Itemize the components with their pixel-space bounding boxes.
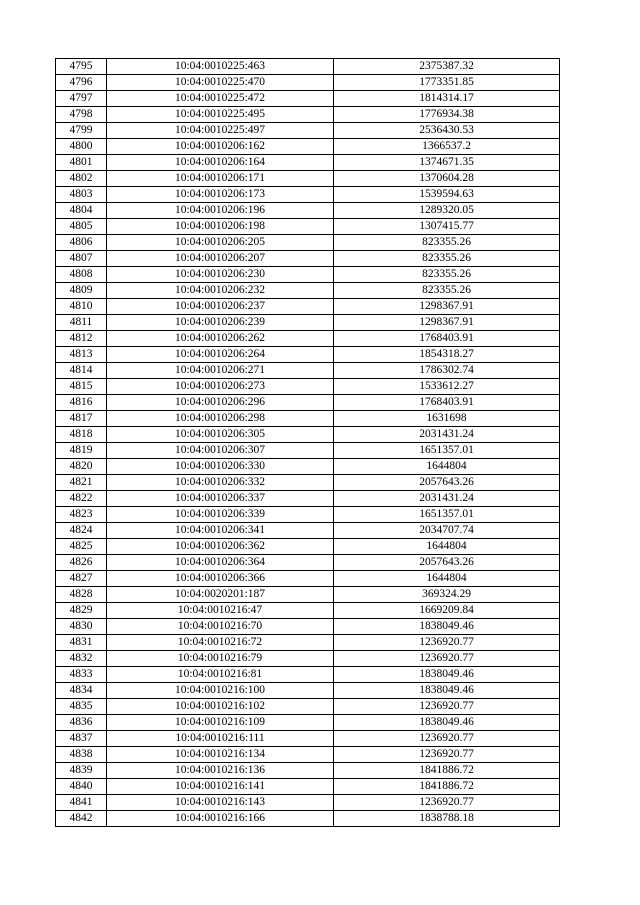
table-row — [56, 235, 560, 251]
value-cell: 1644804 — [334, 459, 560, 475]
table-row — [56, 571, 560, 587]
cadastral-number-cell: 10:04:0010206:307 — [107, 443, 334, 459]
row-number-cell: 4801 — [56, 155, 107, 171]
table-row — [56, 715, 560, 731]
table-row — [56, 731, 560, 747]
cadastral-number-cell: 10:04:0010225:470 — [107, 75, 334, 91]
row-number-cell: 4796 — [56, 75, 107, 91]
table-row — [56, 203, 560, 219]
table-row — [56, 91, 560, 107]
value-cell: 1838049.46 — [334, 667, 560, 683]
row-number-cell: 4839 — [56, 763, 107, 779]
cadastral-number-cell: 10:04:0010216:100 — [107, 683, 334, 699]
cadastral-number-cell: 10:04:0020201:187 — [107, 587, 334, 603]
value-cell: 2536430.53 — [334, 123, 560, 139]
value-cell: 2034707.74 — [334, 523, 560, 539]
value-cell: 1838049.46 — [334, 683, 560, 699]
value-cell: 369324.29 — [334, 587, 560, 603]
row-number-cell: 4800 — [56, 139, 107, 155]
table-row — [56, 555, 560, 571]
cadastral-number-cell: 10:04:0010206:239 — [107, 315, 334, 331]
value-cell: 1236920.77 — [334, 635, 560, 651]
row-number-cell: 4837 — [56, 731, 107, 747]
row-number-cell: 4835 — [56, 699, 107, 715]
table-row — [56, 523, 560, 539]
cadastral-number-cell: 10:04:0010216:109 — [107, 715, 334, 731]
table-row — [56, 347, 560, 363]
table-row — [56, 539, 560, 555]
cadastral-number-cell: 10:04:0010206:362 — [107, 539, 334, 555]
cadastral-number-cell: 10:04:0010206:162 — [107, 139, 334, 155]
table-row — [56, 283, 560, 299]
value-cell: 1289320.05 — [334, 203, 560, 219]
value-cell: 1374671.35 — [334, 155, 560, 171]
row-number-cell: 4802 — [56, 171, 107, 187]
table-row — [56, 331, 560, 347]
row-number-cell: 4818 — [56, 427, 107, 443]
value-cell: 1838049.46 — [334, 619, 560, 635]
row-number-cell: 4836 — [56, 715, 107, 731]
table-body — [56, 59, 560, 827]
value-cell: 1838788.18 — [334, 811, 560, 827]
row-number-cell: 4838 — [56, 747, 107, 763]
value-cell: 1631698 — [334, 411, 560, 427]
table-row — [56, 155, 560, 171]
cadastral-number-cell: 10:04:0010216:143 — [107, 795, 334, 811]
row-number-cell: 4814 — [56, 363, 107, 379]
cadastral-number-cell: 10:04:0010206:164 — [107, 155, 334, 171]
cadastral-number-cell: 10:04:0010225:463 — [107, 59, 334, 75]
value-cell: 1768403.91 — [334, 331, 560, 347]
cadastral-number-cell: 10:04:0010206:364 — [107, 555, 334, 571]
cadastral-number-cell: 10:04:0010206:205 — [107, 235, 334, 251]
table-row — [56, 139, 560, 155]
value-cell: 2031431.24 — [334, 427, 560, 443]
cadastral-number-cell: 10:04:0010206:273 — [107, 379, 334, 395]
table-row — [56, 59, 560, 75]
row-number-cell: 4825 — [56, 539, 107, 555]
cadastral-number-cell: 10:04:0010206:330 — [107, 459, 334, 475]
cadastral-number-cell: 10:04:0010206:296 — [107, 395, 334, 411]
value-cell: 1236920.77 — [334, 731, 560, 747]
table-row — [56, 475, 560, 491]
cadastral-number-cell: 10:04:0010206:298 — [107, 411, 334, 427]
value-cell: 1539594.63 — [334, 187, 560, 203]
value-cell: 1366537.2 — [334, 139, 560, 155]
cadastral-number-cell: 10:04:0010225:495 — [107, 107, 334, 123]
table-row — [56, 363, 560, 379]
row-number-cell: 4798 — [56, 107, 107, 123]
row-number-cell: 4804 — [56, 203, 107, 219]
cadastral-number-cell: 10:04:0010206:305 — [107, 427, 334, 443]
value-cell: 1841886.72 — [334, 779, 560, 795]
value-cell: 1786302.74 — [334, 363, 560, 379]
table-row — [56, 683, 560, 699]
row-number-cell: 4813 — [56, 347, 107, 363]
value-cell: 1533612.27 — [334, 379, 560, 395]
table-row — [56, 587, 560, 603]
row-number-cell: 4812 — [56, 331, 107, 347]
row-number-cell: 4821 — [56, 475, 107, 491]
row-number-cell: 4797 — [56, 91, 107, 107]
row-number-cell: 4841 — [56, 795, 107, 811]
row-number-cell: 4822 — [56, 491, 107, 507]
table-row — [56, 427, 560, 443]
value-cell: 1298367.91 — [334, 315, 560, 331]
cadastral-number-cell: 10:04:0010216:102 — [107, 699, 334, 715]
cadastral-number-cell: 10:04:0010216:70 — [107, 619, 334, 635]
cadastral-number-cell: 10:04:0010206:366 — [107, 571, 334, 587]
table-row — [56, 619, 560, 635]
cadastral-number-cell: 10:04:0010206:264 — [107, 347, 334, 363]
cadastral-number-cell: 10:04:0010216:134 — [107, 747, 334, 763]
value-cell: 1236920.77 — [334, 651, 560, 667]
cadastral-number-cell: 10:04:0010216:47 — [107, 603, 334, 619]
value-cell: 1854318.27 — [334, 347, 560, 363]
cadastral-number-cell: 10:04:0010206:171 — [107, 171, 334, 187]
cadastral-number-cell: 10:04:0010206:232 — [107, 283, 334, 299]
row-number-cell: 4820 — [56, 459, 107, 475]
table-row — [56, 459, 560, 475]
cadastral-number-cell: 10:04:0010206:339 — [107, 507, 334, 523]
value-cell: 1669209.84 — [334, 603, 560, 619]
value-cell: 823355.26 — [334, 267, 560, 283]
cadastral-number-cell: 10:04:0010216:136 — [107, 763, 334, 779]
table-row — [56, 443, 560, 459]
cadastral-number-cell: 10:04:0010206:230 — [107, 267, 334, 283]
value-cell: 1298367.91 — [334, 299, 560, 315]
value-cell: 1814314.17 — [334, 91, 560, 107]
value-cell: 823355.26 — [334, 283, 560, 299]
row-number-cell: 4811 — [56, 315, 107, 331]
value-cell: 2375387.32 — [334, 59, 560, 75]
value-cell: 2057643.26 — [334, 555, 560, 571]
value-cell: 1838049.46 — [334, 715, 560, 731]
value-cell: 1236920.77 — [334, 747, 560, 763]
row-number-cell: 4795 — [56, 59, 107, 75]
row-number-cell: 4827 — [56, 571, 107, 587]
table-row — [56, 811, 560, 827]
table-row — [56, 491, 560, 507]
row-number-cell: 4824 — [56, 523, 107, 539]
cadastral-number-cell: 10:04:0010206:341 — [107, 523, 334, 539]
table-row — [56, 699, 560, 715]
row-number-cell: 4828 — [56, 587, 107, 603]
table-row — [56, 747, 560, 763]
value-cell: 1236920.77 — [334, 795, 560, 811]
table-row — [56, 219, 560, 235]
table-row — [56, 107, 560, 123]
value-cell: 1651357.01 — [334, 507, 560, 523]
cadastral-number-cell: 10:04:0010216:79 — [107, 651, 334, 667]
table-row — [56, 171, 560, 187]
row-number-cell: 4808 — [56, 267, 107, 283]
value-cell: 1773351.85 — [334, 75, 560, 91]
table-row — [56, 635, 560, 651]
value-cell: 1644804 — [334, 539, 560, 555]
row-number-cell: 4799 — [56, 123, 107, 139]
value-cell: 823355.26 — [334, 251, 560, 267]
table-row — [56, 299, 560, 315]
row-number-cell: 4840 — [56, 779, 107, 795]
table-row — [56, 507, 560, 523]
row-number-cell: 4831 — [56, 635, 107, 651]
cadastral-number-cell: 10:04:0010225:472 — [107, 91, 334, 107]
table-row — [56, 251, 560, 267]
cadastral-number-cell: 10:04:0010206:196 — [107, 203, 334, 219]
row-number-cell: 4805 — [56, 219, 107, 235]
row-number-cell: 4832 — [56, 651, 107, 667]
row-number-cell: 4810 — [56, 299, 107, 315]
value-cell: 1776934.38 — [334, 107, 560, 123]
cadastral-number-cell: 10:04:0010225:497 — [107, 123, 334, 139]
data-table — [55, 58, 560, 827]
cadastral-number-cell: 10:04:0010206:198 — [107, 219, 334, 235]
table-row — [56, 379, 560, 395]
cadastral-number-cell: 10:04:0010216:166 — [107, 811, 334, 827]
cadastral-number-cell: 10:04:0010206:262 — [107, 331, 334, 347]
cadastral-number-cell: 10:04:0010216:72 — [107, 635, 334, 651]
value-cell: 1644804 — [334, 571, 560, 587]
cadastral-number-cell: 10:04:0010206:332 — [107, 475, 334, 491]
row-number-cell: 4815 — [56, 379, 107, 395]
table-row — [56, 651, 560, 667]
row-number-cell: 4807 — [56, 251, 107, 267]
table-row — [56, 603, 560, 619]
value-cell: 2031431.24 — [334, 491, 560, 507]
value-cell: 1651357.01 — [334, 443, 560, 459]
value-cell: 2057643.26 — [334, 475, 560, 491]
table-row — [56, 411, 560, 427]
row-number-cell: 4823 — [56, 507, 107, 523]
cadastral-number-cell: 10:04:0010216:111 — [107, 731, 334, 747]
row-number-cell: 4830 — [56, 619, 107, 635]
row-number-cell: 4833 — [56, 667, 107, 683]
table-row — [56, 763, 560, 779]
table-row — [56, 315, 560, 331]
cadastral-number-cell: 10:04:0010206:207 — [107, 251, 334, 267]
value-cell: 1370604.28 — [334, 171, 560, 187]
row-number-cell: 4809 — [56, 283, 107, 299]
cadastral-number-cell: 10:04:0010206:173 — [107, 187, 334, 203]
table-row — [56, 779, 560, 795]
table-row — [56, 795, 560, 811]
value-cell: 1307415.77 — [334, 219, 560, 235]
row-number-cell: 4834 — [56, 683, 107, 699]
table-row — [56, 395, 560, 411]
row-number-cell: 4803 — [56, 187, 107, 203]
table-row — [56, 75, 560, 91]
value-cell: 823355.26 — [334, 235, 560, 251]
value-cell: 1841886.72 — [334, 763, 560, 779]
table-row — [56, 187, 560, 203]
cadastral-number-cell: 10:04:0010216:141 — [107, 779, 334, 795]
row-number-cell: 4816 — [56, 395, 107, 411]
cadastral-number-cell: 10:04:0010216:81 — [107, 667, 334, 683]
row-number-cell: 4817 — [56, 411, 107, 427]
row-number-cell: 4819 — [56, 443, 107, 459]
value-cell: 1236920.77 — [334, 699, 560, 715]
cadastral-number-cell: 10:04:0010206:337 — [107, 491, 334, 507]
row-number-cell: 4806 — [56, 235, 107, 251]
cadastral-number-cell: 10:04:0010206:237 — [107, 299, 334, 315]
value-cell: 1768403.91 — [334, 395, 560, 411]
table-row — [56, 123, 560, 139]
row-number-cell: 4826 — [56, 555, 107, 571]
row-number-cell: 4842 — [56, 811, 107, 827]
table-row — [56, 267, 560, 283]
cadastral-number-cell: 10:04:0010206:271 — [107, 363, 334, 379]
row-number-cell: 4829 — [56, 603, 107, 619]
table-row — [56, 667, 560, 683]
